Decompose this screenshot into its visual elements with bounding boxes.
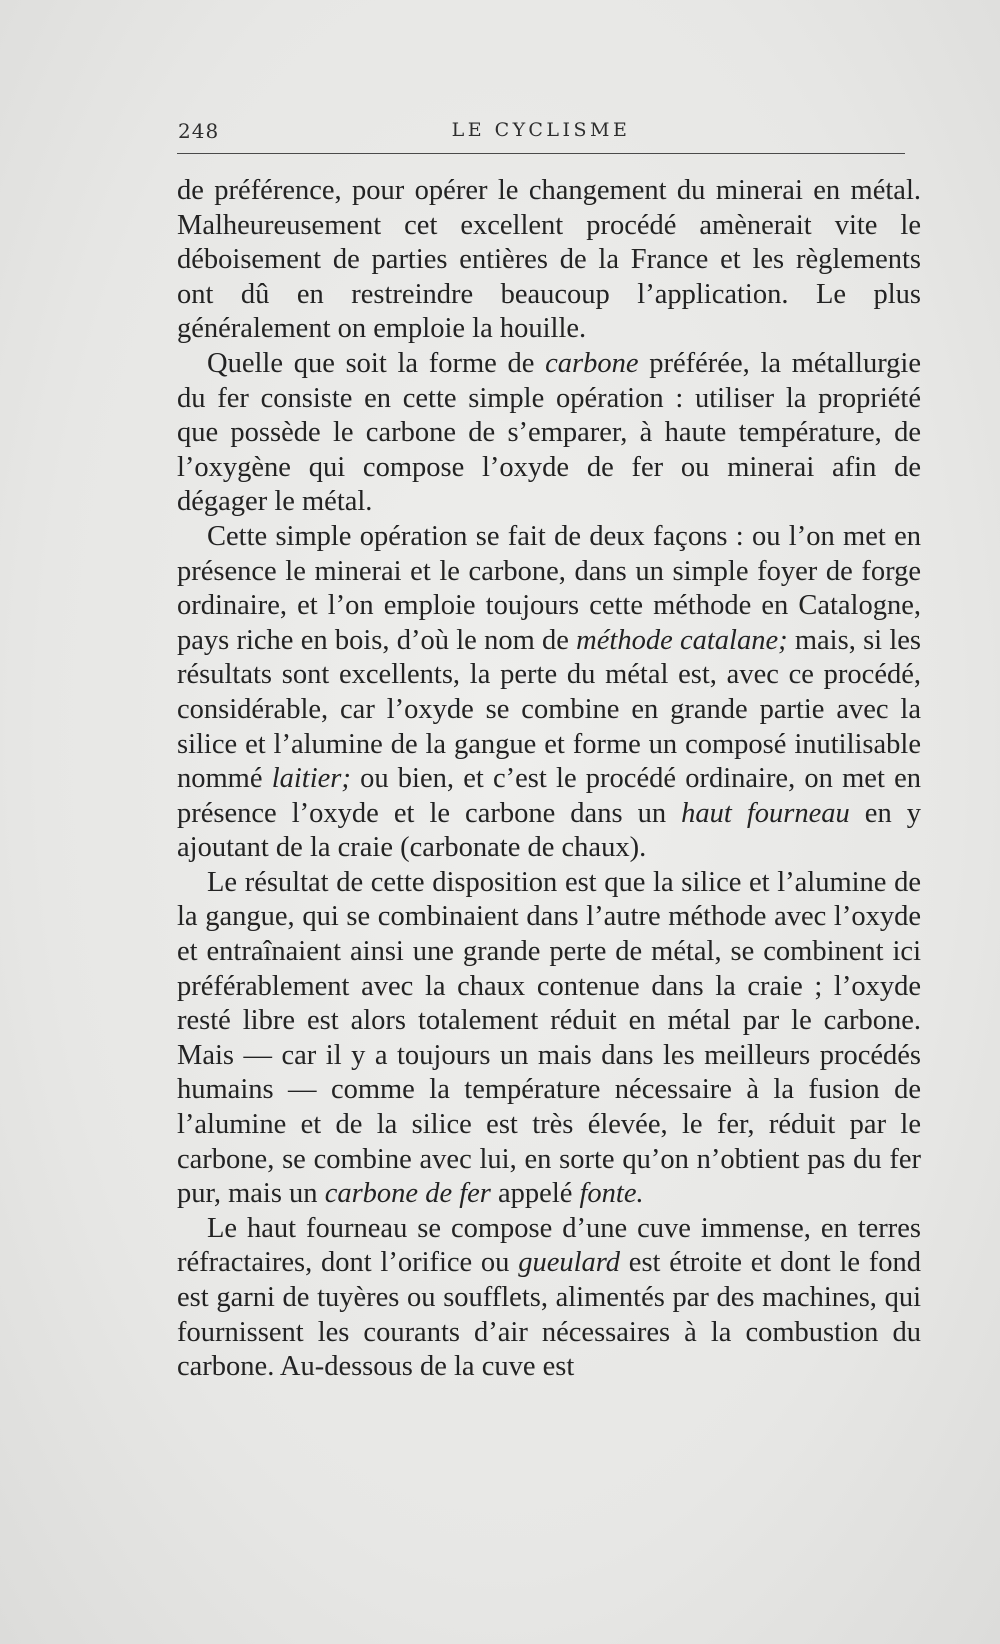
italic-term: carbone [545, 347, 639, 379]
text-run: ou bien, et c’est le procédé ordinaire, on met en présence l’oxyde et le carbone dans un [177, 763, 921, 829]
text-run: appelé [490, 1178, 580, 1210]
text-run: Quelle que soit la forme de [207, 347, 546, 379]
paragraph [177, 347, 921, 520]
italic-term: haut fourneau [681, 797, 850, 829]
italic-term: laitier; [271, 763, 351, 795]
page-header [177, 113, 905, 154]
paragraph [177, 866, 921, 1212]
paragraph [177, 1212, 921, 1385]
paragraph [177, 174, 921, 347]
text-run: Cette simple opération se fait de deux façons : ou l’on met en présence le minerai et le carbone, dans un simple foyer de forge ordinaire, et l’on emploie toujours cette méthode en Catalogne, pays riche en bois, d’où le nom de [177, 520, 921, 656]
body-text [177, 174, 921, 1385]
text-run: est étroite et dont le fond est garni de tuyères ou soufflets, alimentés par des machines, qui fournissent les courants d’air nécessaires à la combustion du carbone. Au-dessous de la cuve est [177, 1247, 921, 1383]
text-run: de préférence, pour opérer le changement du minerai en métal. Malheureusement cet excellent procédé amènerait vite le déboisement de parties entières de la France et les règlements ont dû en restreindre beaucoup l’application. Le plus généralement on emploie la houille. [177, 175, 921, 345]
text-run: en y ajoutant de la craie (carbonate de chaux). [177, 797, 921, 864]
italic-term: fonte. [579, 1178, 644, 1210]
page-number: 248 [178, 119, 220, 143]
paragraph [177, 520, 921, 866]
text-run: préférée, la métallurgie du fer consiste en cette simple opération : utiliser la propriété que possède le carbone de s’emparer, à haute température, de l’oxygène qui compose l’oxyde de fer ou minerai afin de dégager le métal. [177, 347, 921, 518]
italic-term: gueulard [518, 1247, 621, 1279]
text-run: mais, si les résultats sont excellents, la perte du métal est, avec ce procédé, considérable, car l’oxyde se combine en grande partie avec la silice et l’alumine de la gangue et forme un composé inutilisable nommé [177, 624, 921, 795]
text-run: Le haut fourneau se compose d’une cuve immense, en terres réfractaires, dont l’orifice ou [177, 1212, 921, 1279]
text-run: Le résultat de cette disposition est que la silice et l’alumine de la gangue, qui se combinaient dans l’autre méthode avec l’oxyde et entraînaient ainsi une grande perte de métal, se combinent ici préférablement avec la chaux contenue dans la craie ; l’oxyde resté libre est alors totalement réduit en métal par le carbone. Mais — car il y a toujours un mais dans les meilleurs procédés humains — comme la température nécessaire à la fusion de l’alumine et de la silice est très élevée, le fer, réduit par le carbone, se combine avec lui, en sorte qu’on n’obtient pas du fer pur, mais un [177, 866, 921, 1210]
running-head: LE CYCLISME [451, 119, 631, 141]
italic-term: carbone de fer [324, 1178, 491, 1210]
italic-term: méthode catalane; [576, 624, 788, 656]
